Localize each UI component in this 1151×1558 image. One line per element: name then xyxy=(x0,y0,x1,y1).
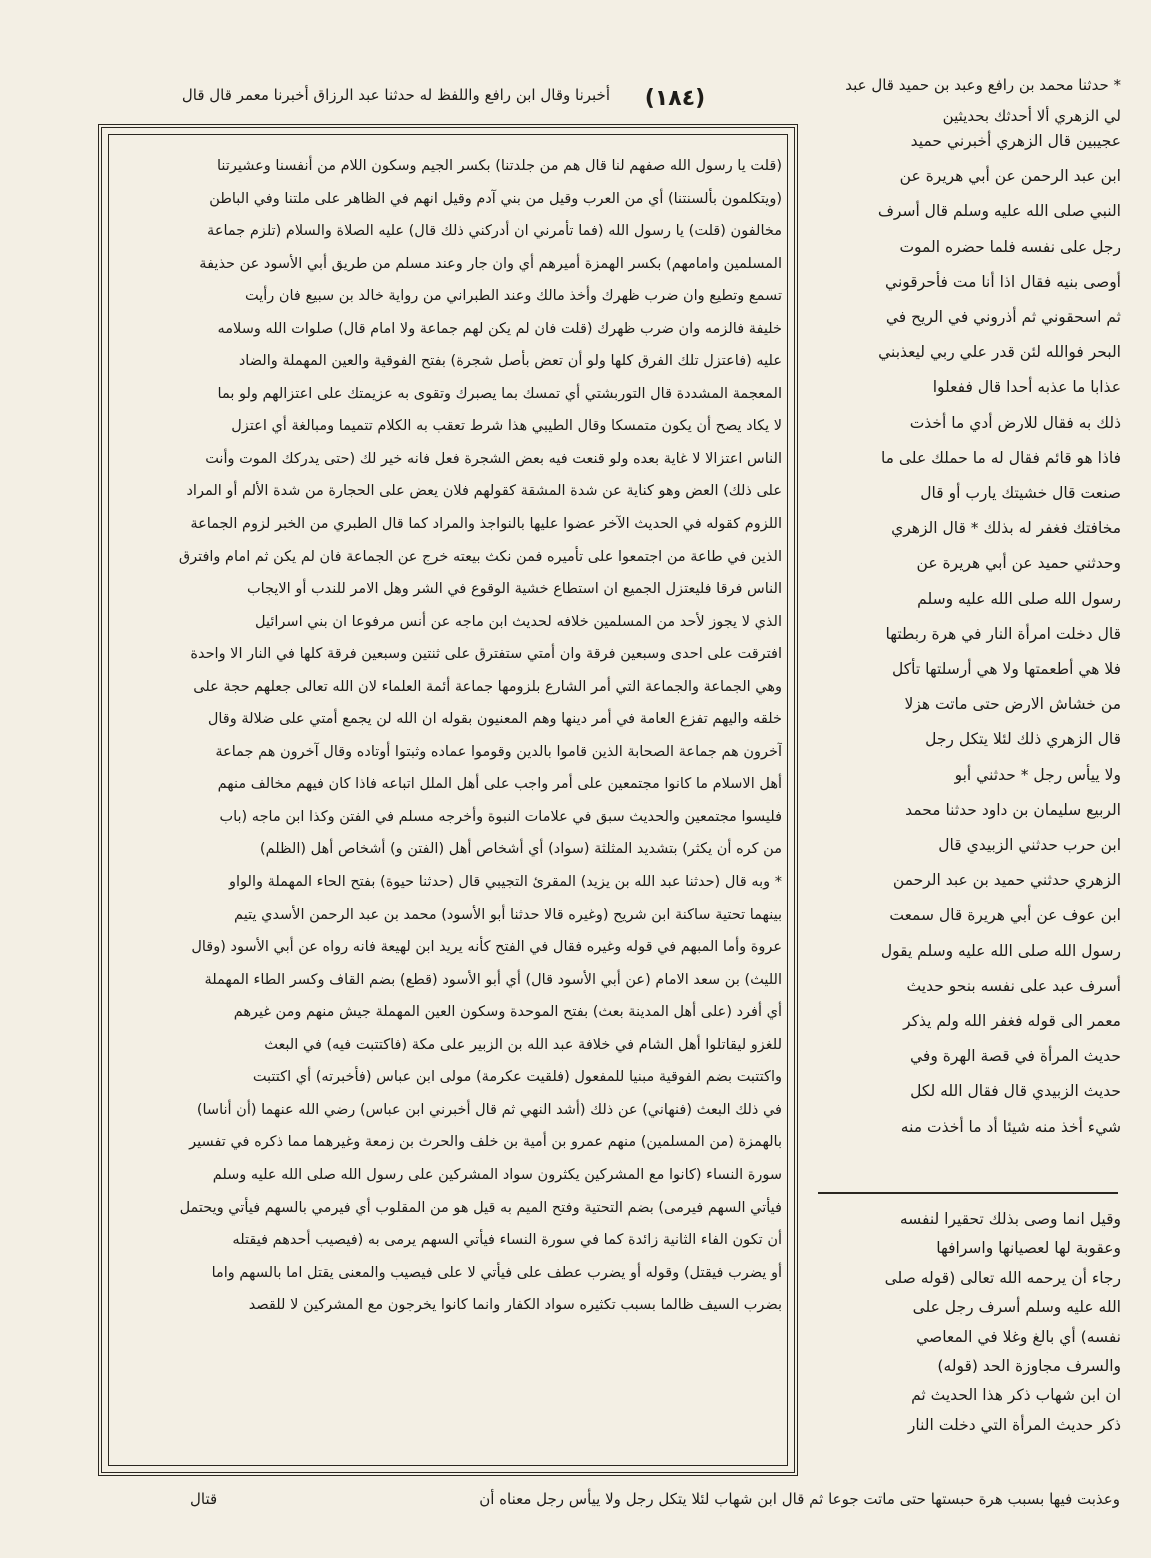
hadith-line: شيء أخذ منه شيئا أد ما أخذت منه xyxy=(900,1117,1121,1136)
commentary-line: لا يكاد يصح أن يكون متمسكا وقال الطيبي هذا شرط تعقب به الكلام تتميما ومبالغة أي اعتزل xyxy=(231,418,782,435)
commentary-line: من كره أن يكثر) بتشديد المثلثة (سواد) أي أشخاص أهل (الفتن و) أشخاص أهل (الظلم) xyxy=(259,841,782,858)
hadith-line: البحر فوالله لئن قدر علي ربي ليعذبني xyxy=(878,343,1121,362)
commentary-line: واكتتبت بضم الفوقية مبنيا للمفعول (فلقيت عكرمة) مولى ابن عباس (فأخبرته) أي اكتتبت xyxy=(252,1069,782,1086)
hadith-line: أسرف عبد على نفسه بنحو حديث xyxy=(906,976,1121,995)
hadith-line: الربيع سليمان بن داود حدثنا محمد xyxy=(905,800,1121,819)
commentary-line: تسمع وتطيع وان ضرب ظهرك وأخذ مالك وعند الطبراني من رواية خالد بن سبيع فان رأيت xyxy=(244,288,782,305)
commentary-line: أن تكون الفاء الثانية زائدة كما في سورة النساء فيأتي السهم يرمى به (فيصيب أحدهم فيقتله xyxy=(232,1232,782,1249)
column-divider xyxy=(818,1192,1118,1194)
commentary-line: عروة وأما المبهم في قوله وغيره فقال في الفتح كأنه يريد ابن لهيعة فانه رواه عن أبي الأسود (وقال xyxy=(191,939,782,956)
commentary-line: للغزو ليقاتلوا أهل الشام في خلافة عبد الله بن الزبير على مكة (فاكتتبت فيه) في البعث xyxy=(264,1036,782,1053)
commentary-line: (قلت يا رسول الله صفهم لنا قال هم من جلدتنا) بكسر الجيم وسكون اللام من أنفسنا وعشيرتنا xyxy=(217,158,782,174)
commentary-line: الذين في طاعة من اجتمعوا على تأميره فمن نكث بيعته خرج عن الجماعة فان لم يكن ثم امام وافترق xyxy=(178,548,782,565)
margin-note-line: وقيل انما وصى بذلك تحقيرا لنفسه xyxy=(899,1210,1121,1228)
commentary-line: أهل الاسلام ما كانوا مجتمعين على أمر واجب على أهل الملل اتباعه فاذا كان فيهم مخالف منهم xyxy=(217,776,782,793)
hadith-line: حديث المرأة في قصة الهرة وفي xyxy=(909,1047,1121,1066)
hadith-line: وحدثني حميد عن أبي هريرة عن xyxy=(916,554,1121,573)
margin-note-line: نفسه) أي بالغ وغلا في المعاصي xyxy=(916,1327,1121,1346)
hadith-line: النبي صلى الله عليه وسلم قال أسرف xyxy=(877,202,1121,221)
hadith-line: ابن حرب حدثني الزبيدي قال xyxy=(938,836,1121,855)
commentary-line: بالهمزة (من المسلمين) منهم عمرو بن أمية بن خلف والحرث بن زمعة وغيرهما مما ذكره في تفسير xyxy=(189,1134,782,1151)
header-matn-lines xyxy=(701,70,1121,132)
margin-notes xyxy=(821,1205,1121,1440)
hadith-line: حديث الزبيدي قال فقال الله لكل xyxy=(910,1082,1121,1101)
commentary-line: الليث) بن سعد الامام (عن أبي الأسود قال) أي أبو الأسود (قطع) بضم القاف وكسر الطاء المهملة xyxy=(204,971,782,988)
hadith-line: ابن عبد الرحمن عن أبي هريرة عن xyxy=(899,167,1121,186)
margin-note-line: وعقوبة لها لعصيانها واسرافها xyxy=(936,1239,1121,1258)
margin-note-line: ان ابن شهاب ذكر هذا الحديث ثم xyxy=(911,1386,1121,1405)
hadith-line: صنعت قال خشيتك يارب أو قال xyxy=(920,484,1121,503)
commentary-line: (ويتكلمون بألسنتنا) أي من العرب وقيل من بني آدم وقيل انهم في الظاهر على ملتنا وفي الباطن xyxy=(209,190,782,207)
commentary-line: الناس اعتزالا لا غاية بعده ولو قنعت فيه بعض الشجرة فعل فانه خير لك (حتى يدركك الموت وأنت xyxy=(205,450,782,467)
hadith-line: قال دخلت امرأة النار في هرة ربطتها xyxy=(885,624,1121,643)
commentary-line: آخرون هم جماعة الصحابة الذين قاموا بالدين وقوموا عماده وثبتوا أوتاده وقال آخرون هم جماعة xyxy=(215,743,782,760)
commentary-line: المعجمة المشددة قال التوربشتي أي تمسك بما يصبرك وتقوى به عزيمتك على اعتزالهم ولو بما xyxy=(217,385,782,402)
header-matn-line: لي الزهري ألا أحدثك بحديثين xyxy=(942,107,1121,125)
hadith-line: ثم اسحقوني ثم أذروني في الريح في xyxy=(885,308,1121,327)
hadith-line: عجيبين قال الزهري أخبرني حميد xyxy=(910,132,1121,150)
margin-note-line: والسرف مجاوزة الحد (قوله) xyxy=(937,1357,1121,1376)
hadith-line: فلا هي أطعمتها ولا هي أرسلتها تأكل xyxy=(892,660,1121,679)
commentary-line: الناس فرقا فليعتزل الجميع ان استطاع خشية الوقوع في الشر وهل الامر للندب أو الايجاب xyxy=(246,581,782,598)
hadith-line: الزهري حدثني حميد بن عبد الرحمن xyxy=(892,871,1121,890)
commentary-line: سورة النساء (كانوا مع المشركين يكثرون سواد المشركين على رسول الله صلى الله عليه وسلم xyxy=(212,1166,782,1183)
margin-note-line: الله عليه وسلم أسرف رجل على xyxy=(912,1298,1121,1317)
header-matn-line: * حدثنا محمد بن رافع وعبد بن حميد قال عبد xyxy=(845,76,1121,94)
hadith-line: ذلك به فقال للارض أدي ما أخذت xyxy=(909,413,1121,432)
header-left-text: أخبرنا وقال ابن رافع واللفظ له حدثنا عبد الرزاق أخبرنا معمر قال قال xyxy=(181,86,610,104)
commentary-line: الذي لا يجوز لأحد من المسلمين خلافه لحديث ابن ماجه عن أنس مرفوعا ان بني اسرائيل xyxy=(255,613,782,630)
hadith-line: معمر الى قوله فغفر الله ولم يذكر xyxy=(903,1012,1121,1031)
catchword: قتال xyxy=(190,1490,218,1508)
commentary-line: * وبه قال (حدثنا عبد الله بن يزيد) المقرئ التجيبي قال (حدثنا حيوة) بفتح الحاء المهملة والواو xyxy=(229,874,782,891)
hadith-text-column xyxy=(821,124,1121,1145)
hadith-line: من خشاش الارض حتى ماتت هزلا xyxy=(904,695,1121,714)
margin-note-line: رجاء أن يرحمه الله تعالى (قوله صلى xyxy=(884,1268,1121,1287)
commentary-line: مخالفون (قلت) يا رسول الله (فما تأمرني ان أدركني ذلك قال) عليه الصلاة والسلام (تلزم جماعة xyxy=(207,223,782,240)
footer-line: وعذبت فيها بسبب هرة حبستها حتى ماتت جوعا ثم قال ابن شهاب لئلا يتكل رجل ولا ييأس رجل معناه أن xyxy=(479,1490,1120,1508)
commentary-line: أي أفرد (على أهل المدينة بعث) بفتح الموحدة وسكون العين المهملة جيش منهم ومن غيرهم xyxy=(233,1004,782,1021)
page-number: (١٨٤) xyxy=(644,86,706,111)
commentary-line: عليه (فاعتزل تلك الفرق كلها ولو أن تعض بأصل شجرة) بفتح الفوقية والعين المهملة والضاد xyxy=(238,353,782,370)
hadith-line: قال الزهري ذلك لئلا يتكل رجل xyxy=(925,730,1121,749)
hadith-line: مخافتك فغفر له بذلك * قال الزهري xyxy=(891,519,1121,538)
commentary-line: المسلمين وامامهم) بكسر الهمزة أميرهم أي وان جار وعند مسلم من طريق أبي الأسود عن حذيفة xyxy=(199,255,782,272)
commentary-line: على ذلك) العض وهو كناية عن شدة المشقة كقولهم فلان يعض على الحجارة من شدة الألم أو المراد xyxy=(186,483,782,500)
commentary-line: فيأتي السهم فيرمى) بضم التحتية وفتح الميم به قيل هو من المقلوب أي فيرمي بالسهم فيأتي ويحتمل xyxy=(179,1199,782,1216)
commentary-line: فليسوا مجتمعين والحديث سبق في علامات النبوة وأخرجه مسلم في الفتن وكذا ابن ماجه (باب xyxy=(219,808,782,825)
commentary-line: وهي الجماعة والجماعة التي أمر الشارع بلزومها جماعة أئمة العلماء لان الله تعالى جعلهم حجة على xyxy=(193,678,782,695)
hadith-line: عذابا ما عذبه أحدا قال ففعلوا xyxy=(932,378,1121,397)
hadith-line: ولا ييأس رجل * حدثني أبو xyxy=(954,765,1121,784)
hadith-line: رسول الله صلى الله عليه وسلم يقول xyxy=(880,941,1121,960)
hadith-line: أوصى بنيه فقال اذا أنا مت فأحرقوني xyxy=(885,272,1121,291)
commentary-line: خليفة فالزمه وان ضرب ظهرك (قلت فان لم يكن لهم جماعة ولا امام قال) صلوات الله وسلامه xyxy=(217,320,782,337)
commentary-line: بينهما تحتية ساكنة ابن شريح (وغيره قالا حدثنا أبو الأسود) محمد بن عبد الرحمن الأسدي يتيم xyxy=(234,906,782,923)
hadith-line: ابن عوف عن أبي هريرة قال سمعت xyxy=(889,906,1121,925)
commentary-line: افترقت على احدى وسبعين فرقة وان أمتي ستفترق على ثنتين وسبعين فرقة كلها في النار الا واحدة xyxy=(190,646,782,663)
hadith-line: فاذا هو قائم فقال له ما حملك على ما xyxy=(880,448,1121,467)
margin-note-line: ذكر حديث المرأة التي دخلت النار xyxy=(907,1415,1121,1434)
commentary-line: بضرب السيف ظالما بسبب تكثيره سواد الكفار وانما كانوا يخرجون مع المشركين لا للقصد xyxy=(248,1297,782,1314)
commentary-line: أو يضرب فيقتل) وقوله أو يضرب عطف على فيأتي لا على فيصيب والمعنى يقتل اما بالسهم واما xyxy=(211,1264,782,1281)
commentary-line: في ذلك البعث (فنهاني) عن ذلك (أشد النهي ثم قال أخبرني ابن عباس) رضي الله عنهما (أن أناسا) xyxy=(196,1101,782,1118)
hadith-line: رجل على نفسه فلما حضره الموت xyxy=(899,237,1121,256)
commentary-line: خلقه واليهم تفزع العامة في أمر دينها وهم المعنيون بقوله ان الله لن يجمع أمتي على ضلالة وقال xyxy=(207,711,782,728)
commentary-text xyxy=(122,150,782,1322)
hadith-line: رسول الله صلى الله عليه وسلم xyxy=(917,589,1121,608)
commentary-line: اللزوم كقوله في الحديث الآخر عضوا عليها بالنواجذ والمراد كما قال الطبري من الخبر لزوم الجماعة xyxy=(190,516,782,533)
